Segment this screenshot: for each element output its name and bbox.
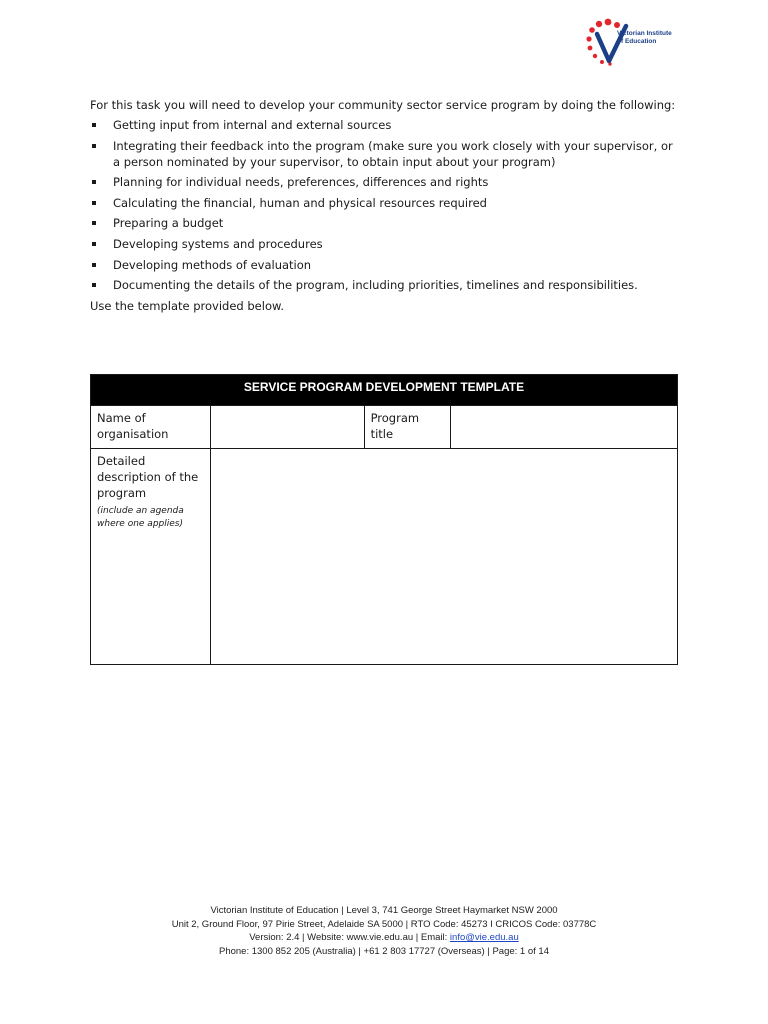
bullet-square-icon [92, 283, 96, 287]
bullet-item: Calculating the financial, human and physical resources required [90, 195, 680, 211]
footer-version-website: Version: 2.4 | Website: www.vie.edu.au | Email: [249, 932, 450, 943]
logo-line-1: Victorian Institute [617, 30, 672, 37]
task-instructions [90, 97, 680, 314]
intro-text: For this task you will need to develop your community sector service program by doing the following: [90, 98, 676, 112]
organisation-name-label: Name of organisation [91, 406, 211, 449]
logo-text [617, 30, 687, 46]
program-title-label: Program title [364, 406, 450, 449]
organisation-name-field[interactable] [210, 406, 364, 449]
bullet-item: Developing methods of evaluation [90, 257, 680, 273]
bullet-item: Getting input from internal and external sources [90, 117, 680, 133]
description-field[interactable] [210, 449, 677, 665]
bullet-item: Preparing a budget [90, 215, 680, 231]
task-bullet-list [90, 117, 680, 293]
footer-line-1: Victorian Institute of Education | Level 3, 741 George Street Haymarket NSW 2000 [210, 905, 558, 916]
page-footer [90, 904, 678, 958]
footer-line-3 [90, 931, 678, 945]
footer-email-link[interactable]: info@vie.edu.au [449, 932, 519, 943]
bullet-item: Documenting the details of the program, including priorities, timelines and responsibilities. [90, 277, 680, 293]
description-label-cell [91, 449, 211, 665]
bullet-square-icon [92, 263, 96, 267]
bullet-square-icon [92, 144, 96, 148]
bullet-item: Developing systems and procedures [90, 236, 680, 252]
outro-text: Use the template provided below. [90, 298, 284, 313]
bullet-square-icon [92, 180, 96, 184]
template-title: SERVICE PROGRAM DEVELOPMENT TEMPLATE [91, 375, 678, 406]
service-program-template-table [90, 374, 678, 665]
footer-line-4: Phone: 1300 852 205 (Australia) | +61 2 803 17727 (Overseas) | Page: 1 of 14 [218, 945, 549, 957]
footer-line-2: Unit 2, Ground Floor, 97 Pirie Street, Adelaide SA 5000 | RTO Code: 45273 I CRICOS Code: 03778C [171, 918, 597, 930]
description-note: (include an agenda where one applies) [97, 506, 184, 529]
logo-line-2: of Education [617, 38, 657, 45]
bullet-square-icon [92, 221, 96, 225]
bullet-item: Integrating their feedback into the program (make sure you work closely with your supervisor, or a person nominated by your supervisor, to obtain input about your program) [90, 138, 680, 170]
bullet-square-icon [92, 242, 96, 246]
bullet-square-icon [92, 201, 96, 205]
bullet-square-icon [92, 123, 96, 127]
program-title-field[interactable] [450, 406, 678, 449]
bullet-item: Planning for individual needs, preferences, differences and rights [90, 174, 680, 190]
description-label: Detailed description of the program [97, 454, 199, 500]
